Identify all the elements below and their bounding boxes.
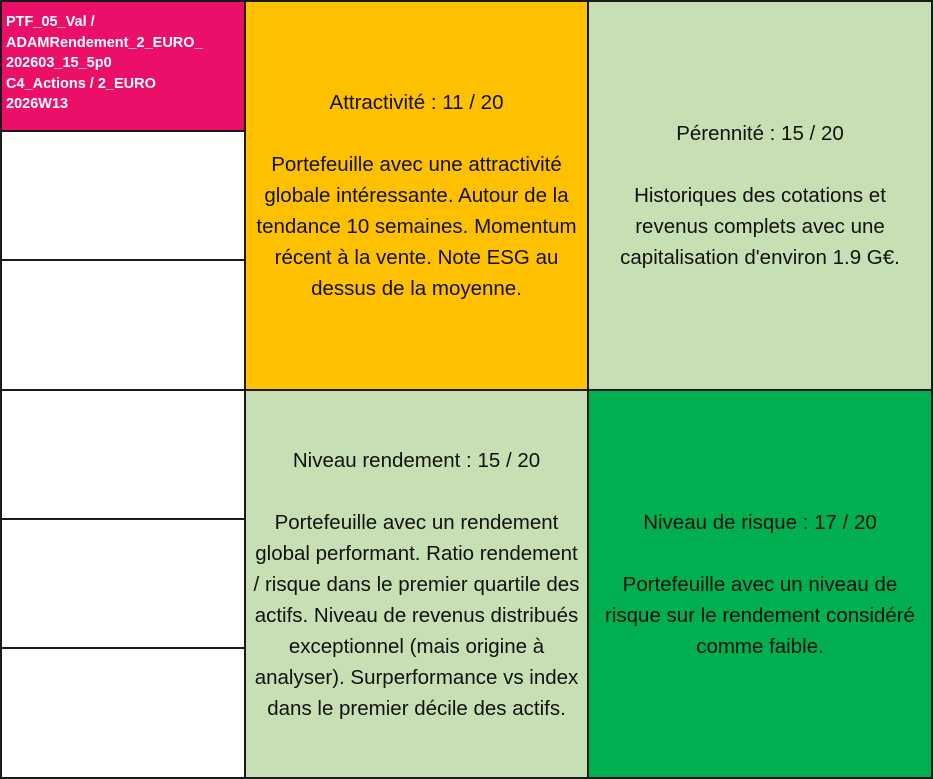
portfolio-header-cell: PTF_05_Val / ADAMRendement_2_EURO_ 202603_15_5p0 C4_Actions / 2_EURO 2026W13 — [0, 0, 246, 132]
attractivite-content — [252, 87, 581, 304]
risque-title: Niveau de risque : 17 / 20 — [643, 510, 877, 534]
attractivite-title: Attractivité : 11 / 20 — [329, 91, 504, 114]
attractivite-text: Portefeuille avec une attractivité globale intéressante. Autour de la tendance 10 semaines. Momentum récent à la vente. Note ESG au dessus de la moyenne. — [256, 153, 577, 300]
rendement-cell — [244, 389, 589, 779]
empty-cell-3 — [0, 389, 246, 521]
risque-content — [595, 507, 925, 662]
rendement-spacer — [252, 476, 581, 507]
perennite-content — [595, 118, 925, 273]
perennite-spacer — [595, 149, 925, 180]
perennite-text: Historiques des cotations et revenus complets avec une capitalisation d'environ 1.9 G€. — [620, 184, 900, 269]
perennite-cell — [587, 0, 933, 391]
empty-cell-4 — [0, 518, 246, 650]
rendement-title: Niveau rendement : 15 / 20 — [292, 448, 541, 472]
rendement-text: Portefeuille avec un rendement global performant. Ratio rendement / risque dans le premier quartile des actifs. Niveau de revenus distribués exceptionnel (mais origine à analyser). Surperformance vs index dans le premier décile des actifs. — [253, 510, 580, 720]
empty-cell-1 — [0, 130, 246, 262]
attractivite-cell — [244, 0, 589, 391]
risque-text: Portefeuille avec un niveau de risque sur le rendement considéré comme faible. — [605, 572, 915, 658]
empty-cell-5 — [0, 647, 246, 779]
perennite-title: Pérennité : 15 / 20 — [676, 122, 844, 145]
empty-cell-2 — [0, 259, 246, 391]
rendement-content — [252, 445, 581, 724]
attractivite-spacer — [252, 118, 581, 149]
risque-cell — [587, 389, 933, 779]
risque-spacer — [595, 538, 925, 569]
